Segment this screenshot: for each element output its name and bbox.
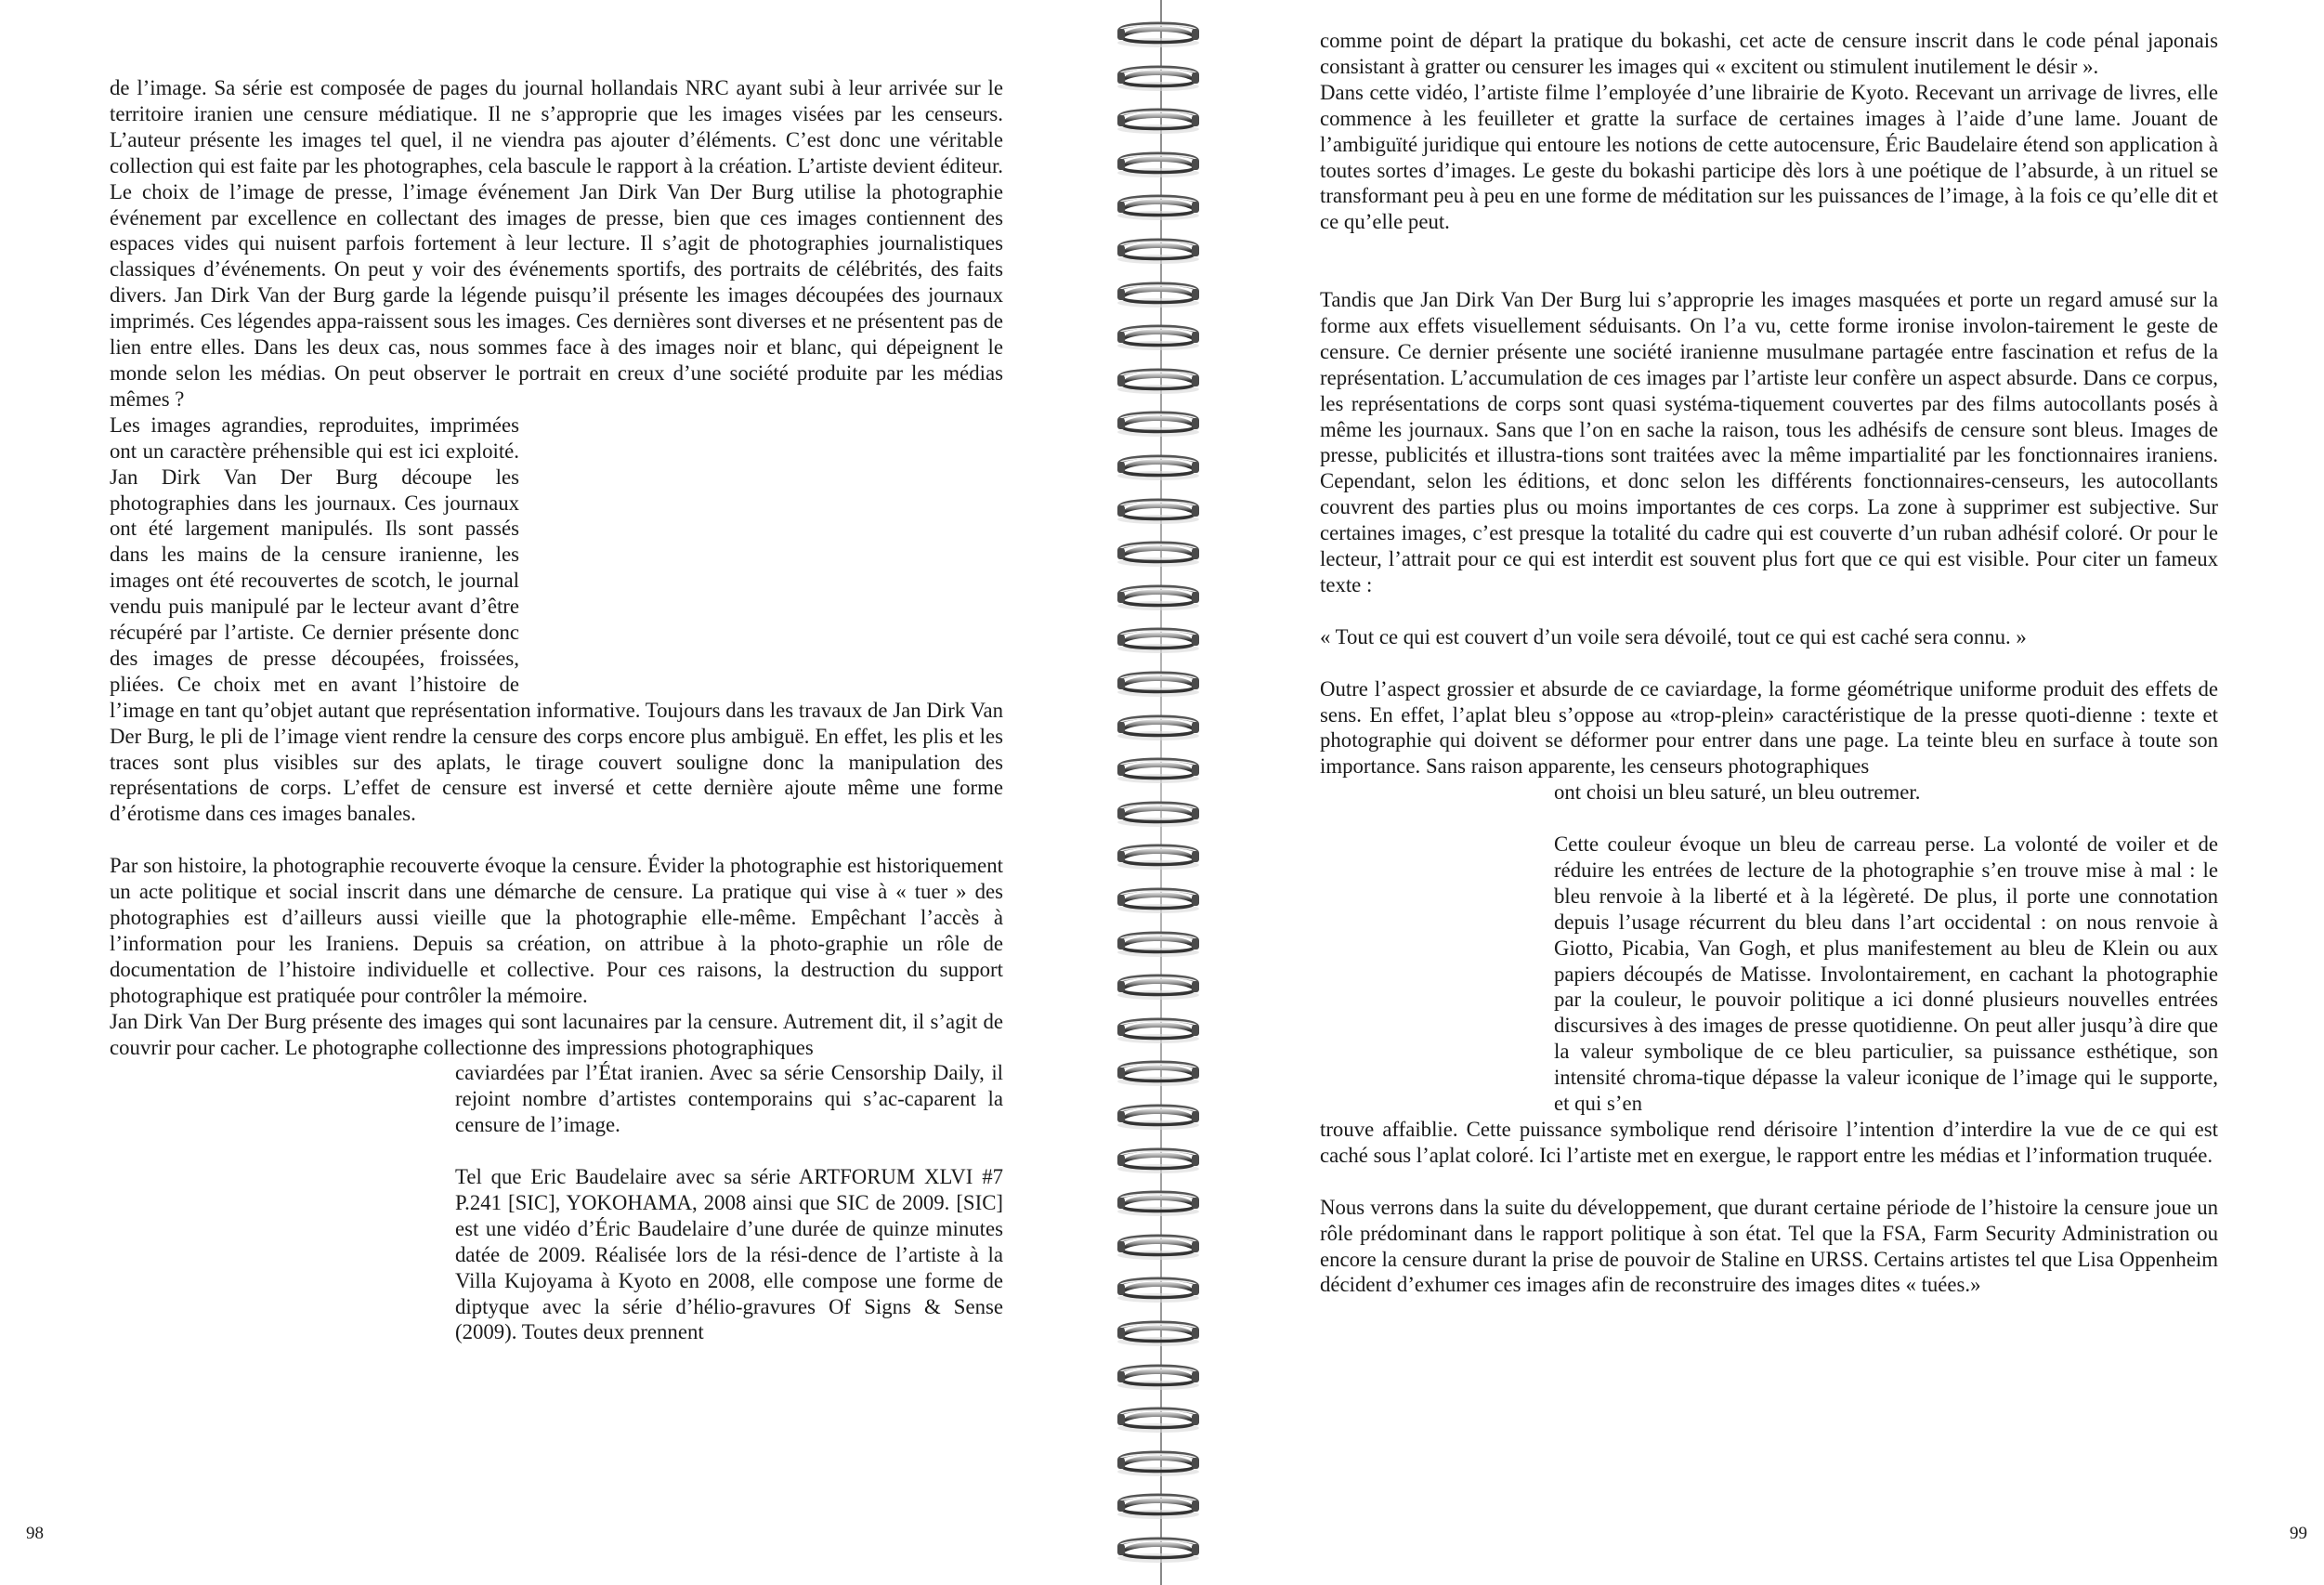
binding-ring — [1110, 1144, 1208, 1175]
page-number: 98 — [26, 1524, 44, 1543]
binding-ring — [1110, 1056, 1208, 1088]
binding-ring — [1110, 321, 1208, 352]
paragraph: Outre l’aspect grossier et absurde de ce caviardage, la forme géométrique uniforme produit des effets de sens. En effet, l’aplat bleu s’oppose au «trop-plein» caractéristique de la presse quoti-dienne : texte et photographie qui doivent se déformer pour entrer dans une page. La teinte bleu en surface à toute son importance. Sans raison apparente, les censeurs photographiques — [1320, 676, 2218, 779]
binding-ring — [1110, 1014, 1208, 1045]
binding-ring — [1110, 711, 1208, 742]
binding-ring — [1110, 1360, 1208, 1392]
binding-ring — [1110, 753, 1208, 785]
paragraph: Dans cette vidéo, l’artiste filme l’employée d’une librairie de Kyoto. Recevant un arrivage de livres, elle commence à les feuilleter et gratte la surface de certaines images à l’aide d’une lame. Jouant de l’ambiguïté juridique qui entoure les notions de cette autocensure, Éric Baudelaire étend son application à toutes sortes d’images. Le geste du bokashi participe dès lors à une poétique de l’absurde, à un rituel se transformant peu à peu en une forme de méditation sur les puissances de l’image, à la fois ce qu’elle dit et ce qu’elle peut. — [1320, 80, 2218, 234]
binding-ring — [1110, 61, 1208, 93]
paragraph: ont choisi un bleu saturé, un bleu outremer. — [1554, 780, 1921, 805]
paragraph: Tandis que Jan Dirk Van Der Burg lui s’approprie les images masquées et porte un regard amusé sur la forme aux effets visuellement séduisants. On l’a vu, cette forme ironise involon-tairement le geste de censure. Ce dernier présente une société iranienne musulmane partagée entre fascination et refus de la représentation. L’accumulation de ces images par l’artiste leur confère un aspect absurde. Dans ce corpus, les représentations de corps sont quasi systéma-tiquement couvertes par des films autocollants posés à même les journaux. Sans que l’on en sache la raison, tous les adhésifs de censure sont bleus. Images de presse, publicités et illustra-tions sont traitées avec la même impartialité par les fonctionnaires iraniens. Cependant, selon les éditions, et donc selon les différents fonctionnaires-censeurs, les autocollants couvrent des parties plus ou moins importantes de ces corps. La zone à supprimer est subjective. Sur certaines images, c’est presque la totalité du cadre qui est couverte d’un ruban adhésif coloré. Or pour le lecteur, l’attrait pour ce qui est interdit est souvent plus fort que ce qui est visible. Pour citer un fameux texte : — [1320, 288, 2218, 596]
binding-ring — [1110, 1447, 1208, 1478]
paragraph: de l’image. Sa série est composée de pages du journal hollandais NRC ayant subi à leur arrivée sur le territoire iranien une censure médiatique. Il ne s’approprie que les images visées par les censeurs. L’auteur présente les images tel quel, il ne viendra pas ajouter d’éléments. C’est donc une véritable collection qui est faite par les photographes, cela bascule le rapport à la création. L’artiste devient éditeur. Le choix de l’image de presse, l’image événement Jan Dirk Van Der Burg utilise la photographie événement par excellence en collectant des images de presse, bien que ces images contiennent des espaces vides qui nuisent parfois fortement à leur lecture. Il s’agit de photographies journalistiques classiques d’événements. On peut y voir des événements sportifs, des portraits de célébrités, des faits divers. Jan Dirk Van der Burg garde la légende puisqu’il présente les images découpées des journaux imprimés. Ces légendes appa-raissent sous les images. Ces dernières sont diverses et ne présentent pas de lien entre elles. Dans les deux cas, nous sommes face à des images noir et blanc, qui dépeignent le monde selon les médias. On peut observer le portrait en creux d’une société produite par les médias mêmes ? — [110, 76, 1003, 411]
binding-ring — [1110, 667, 1208, 699]
binding-ring — [1110, 623, 1208, 655]
paragraph: Cette couleur évoque un bleu de carreau perse. La volonté de voiler et de réduire les entrées de lecture de la photographie s’en trouve mise à mal : le bleu renvoie à la liberté et à la légèreté. De plus, il porte une connotation depuis l’usage récurrent du bleu dans l’art occidental : on nous renvoie à Giotto, Picabia, Van Gogh, et plus manifestement au bleu de Klein ou aux papiers découpés de Matisse. Involontairement, en cachant la photographie par la couleur, le pouvoir politique a ici donné plusieurs nouvelles entrées discursives à des images de presse quotidienne. On peut aller jusqu’à dire que la valeur symbolique de ce bleu particulier, sa puissance esthétique, son intensité chroma-tique dépasse la valeur iconique de l’image qui le supporte, et qui s’en — [1554, 832, 2218, 1116]
binding-ring — [1110, 581, 1208, 612]
paragraph: Les images agrandies, reproduites, imprimées ont un caractère préhensible qui est ici exploité. Jan Dirk Van Der Burg découpe les photographies dans les journaux. Ces journaux ont été largement manipulés. Ils sont passés dans les mains de la censure iranienne, les images ont été recouvertes de scotch, le journal vendu puis manipulé par le lecteur avant d’être récupéré par l’artiste. Ce dernier présente donc des images de presse découpées, froissées, pliées. Ce choix met en avant l’histoire de l’image en tant qu’objet autant que représentation informative. Toujours dans les travaux de Jan Dirk Van Der Burg, le pli de l’image vient rendre la censure des corps encore plus ambiguë. En effet, les plis et les traces sont plus visibles sur des aplats, le tirage couvert souligne donc la manipulation des représentations de corps. L’effet de censure est inversé et cette dernière ajoute même une forme d’érotisme dans ces images banales. — [110, 413, 1003, 826]
binding-ring — [1110, 1273, 1208, 1304]
binding-ring — [1110, 1489, 1208, 1521]
right-page — [1208, 0, 2324, 1585]
binding-ring — [1110, 364, 1208, 396]
binding-ring — [1110, 1100, 1208, 1132]
binding-ring — [1110, 840, 1208, 871]
paragraph: Par son histoire, la photographie recouverte évoque la censure. Évider la photographie est historiquement un acte politique et social inscrit dans une démarche de censure. La pratique qui vise à « tuer » des photographies est d’ailleurs aussi vieille que la photographie elle-même. Empêchant l’accès à l’information pour les Iraniens. Depuis sa création, on attribue à la photo-graphie un rôle de documentation de l’histoire individuelle et collective. Pour ces raisons, la destruction du support photographique est pratiquée pour contrôler la mémoire. — [110, 854, 1003, 1007]
binding-ring — [1110, 1533, 1208, 1565]
binding-ring — [1110, 148, 1208, 179]
paragraph: Jan Dirk Van Der Burg présente des images qui sont lacunaires par la censure. Autrement dit, il s’agit de couvrir pour cacher. Le photographe collectionne des impressions photographiques — [110, 1009, 1003, 1059]
paragraph: caviardées par l’État iranien. Avec sa série Censorship Daily, il rejoint nombre d’artistes contemporains qui s’ac-caparent la censure de l’image. — [455, 1061, 1003, 1137]
paragraph: comme point de départ la pratique du bokashi, cet acte de censure inscrit dans le code pénal japonais consistant à gratter ou censurer les images qui « excitent ou stimulent inutilement le désir ». — [1320, 29, 2218, 78]
binding-ring — [1110, 407, 1208, 439]
binding-ring — [1110, 104, 1208, 136]
binding-ring — [1110, 537, 1208, 569]
paragraph: trouve affaiblie. Cette puissance symbolique rend dérisoire l’intention d’interdire la vue de ce qui est caché sous l’aplat coloré. Ici l’artiste met en exergue, le rapport entre les médias et l’information truquée. — [1320, 1117, 2218, 1167]
binding-ring — [1110, 234, 1208, 266]
right-page-text — [1320, 28, 2218, 1298]
binding-ring — [1110, 1403, 1208, 1434]
page-number: 99 — [2290, 1524, 2307, 1543]
text-wrap-space — [519, 413, 1003, 675]
binding-ring — [1110, 451, 1208, 482]
binding-ring — [1110, 884, 1208, 915]
binding-ring — [1110, 797, 1208, 829]
binding-ring — [1110, 1230, 1208, 1262]
quote: « Tout ce qui est couvert d’un voile sera dévoilé, tout ce qui est caché sera connu. » — [1320, 624, 2027, 648]
binding-ring — [1110, 970, 1208, 1002]
paragraph: Nous verrons dans la suite du développement, que durant certaine période de l’histoire la censure joue un rôle prédominant dans le rapport politique à son état. Tel que la FSA, Farm Security Administration ou encore la censure durant la prise de pouvoir de Staline en URSS. Certains artistes tel que Lisa Oppenheim décident d’exhumer ces images afin de reconstruire des images dites « tuées.» — [1320, 1195, 2218, 1297]
binding-ring — [1110, 927, 1208, 959]
binding-ring — [1110, 278, 1208, 309]
binding-ring — [1110, 18, 1208, 49]
left-page-text — [110, 75, 1003, 1345]
binding-ring — [1110, 494, 1208, 526]
binding-ring — [1110, 1316, 1208, 1348]
spiral-binding — [1110, 0, 1208, 1585]
binding-ring — [1110, 1186, 1208, 1218]
paragraph: Tel que Eric Baudelaire avec sa série ARTFORUM XLVI #7 P.241 [SIC], YOKOHAMA, 2008 ainsi que SIC de 2009. [SIC] est une vidéo d’Éric Baudelaire d’une durée de quinze minutes datée de 2009. Réalisée lors de la rési-dence de l’artiste à la Villa Kujoyama à Kyoto en 2008, elle compose une forme de diptyque avec la série d’hélio-gravures Of Signs & Sense (2009). Toutes deux prennent — [455, 1165, 1003, 1344]
left-page — [0, 0, 1110, 1585]
binding-ring — [1110, 190, 1208, 222]
